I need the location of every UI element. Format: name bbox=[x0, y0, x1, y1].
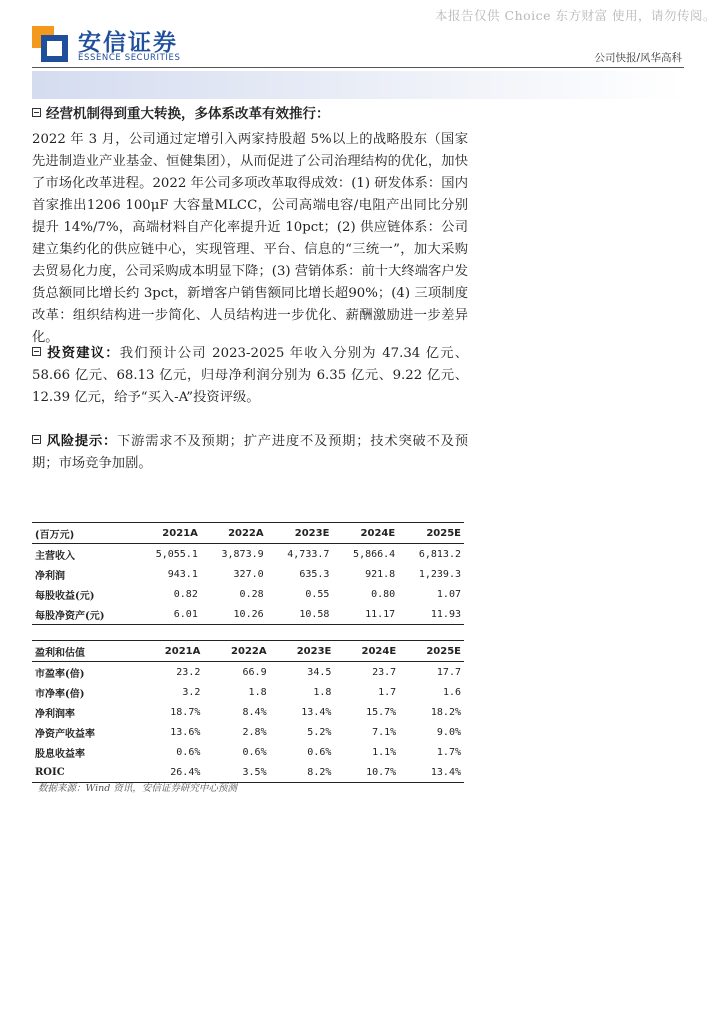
table-cell: 23.7 bbox=[372, 666, 397, 678]
row-label: 市盈率(倍) bbox=[35, 668, 85, 680]
table-header-cell: 2024E bbox=[332, 523, 398, 544]
table-cell: 0.6% bbox=[242, 746, 267, 758]
row-label: 净利润率 bbox=[35, 708, 75, 720]
row-label: 股息收益率 bbox=[35, 748, 85, 760]
table-row bbox=[32, 564, 464, 584]
table-cell: 23.2 bbox=[176, 666, 201, 678]
table-cell: 0.28 bbox=[239, 588, 264, 600]
table-header-cell: 2023E bbox=[267, 523, 333, 544]
company-logo bbox=[32, 24, 212, 66]
row-label: 净资产收益率 bbox=[35, 728, 95, 740]
table-cell: 18.2% bbox=[430, 706, 461, 718]
table-cell: 8.4% bbox=[242, 706, 267, 718]
table-cell: 921.8 bbox=[365, 568, 396, 580]
table-header-row bbox=[32, 641, 464, 662]
table-row bbox=[32, 662, 464, 683]
table-cell: 1.8 bbox=[248, 686, 267, 698]
table-cell: 13.4% bbox=[301, 706, 332, 718]
table-cell: 3.5% bbox=[203, 762, 269, 783]
table-cell: 34.5 bbox=[307, 666, 332, 678]
financial-summary-table bbox=[32, 522, 464, 625]
table-cell: 3.2 bbox=[182, 686, 201, 698]
table-header-cell: 2025E bbox=[399, 641, 464, 662]
header-divider bbox=[32, 67, 684, 68]
watermark-text: 本报告仅供 Choice 东方财富 使用，请勿传阅。 bbox=[435, 8, 716, 23]
logo-english-name: ESSENCE SECURITIES bbox=[78, 53, 181, 63]
table-header-cell: 2025E bbox=[398, 523, 464, 544]
report-type-label: 公司快报/风华高科 bbox=[594, 52, 682, 64]
table-cell: 17.7 bbox=[436, 666, 461, 678]
table-cell: 1.8 bbox=[313, 686, 332, 698]
table-cell: 5,866.4 bbox=[353, 548, 396, 560]
table-cell: 13.4% bbox=[399, 762, 464, 783]
table-header-cell: (百万元) bbox=[32, 523, 135, 544]
table-cell: 943.1 bbox=[167, 568, 198, 580]
row-label: 主营收入 bbox=[35, 550, 75, 562]
square-bullet-icon bbox=[32, 108, 41, 117]
table-row bbox=[32, 604, 464, 625]
table-cell: 6.01 bbox=[135, 604, 201, 625]
table-cell: 1.7% bbox=[436, 746, 461, 758]
table-row bbox=[32, 702, 464, 722]
section-body-reform: 2022 年 3 月，公司通过定增引入两家持股超 5%以上的战略股东（国家先进制造业产业基金、恒健集团），从而促进了公司治理结构的优化，加快了市场化改革进程。2022 年公司多项改革取得成效：(1) 研发体系：国内首家推出1206 100μF 大容量MLCC，公司高端电容/电阻产出同比分别提升 14%/7%，高端材料自产化率提升近 10pct；(2) 供应链体系：公司建立集约化的供应链中心，实现管理、平台、信息的“三统一”，加大采购去贸易化力度，公司采购成本明显下降；(3) 营销体系：前十大终端客户发货总额同比增长约 3pct，新增客户销售额同比增长超90%；(4) 三项制度改革：组织结构进一步简化、人员结构进一步优化、薪酬激励进一步差异化。 bbox=[32, 132, 468, 345]
section-lead-risk: 风险提示： bbox=[46, 434, 118, 449]
table-row bbox=[32, 742, 464, 762]
row-label: 每股净资产(元) bbox=[32, 604, 135, 625]
table-cell: 0.6% bbox=[176, 746, 201, 758]
table-cell: 327.0 bbox=[233, 568, 264, 580]
table-header-row bbox=[32, 523, 464, 544]
table-cell: 0.82 bbox=[173, 588, 198, 600]
table-cell: 10.58 bbox=[267, 604, 333, 625]
section-reform bbox=[32, 103, 468, 349]
table-header-cell: 盈利和估值 bbox=[32, 641, 137, 662]
table-cell: 3,873.9 bbox=[221, 548, 264, 560]
section-risk bbox=[32, 431, 468, 475]
table-cell: 2.8% bbox=[242, 726, 267, 738]
table-cell: 1.6 bbox=[442, 686, 461, 698]
row-label: ROIC bbox=[32, 762, 137, 783]
table-cell: 1.1% bbox=[372, 746, 397, 758]
table-cell: 15.7% bbox=[366, 706, 397, 718]
table-header-cell: 2021A bbox=[137, 641, 203, 662]
table-cell: 13.6% bbox=[170, 726, 201, 738]
table-cell: 6,813.2 bbox=[418, 548, 461, 560]
table-cell: 1.7 bbox=[378, 686, 397, 698]
table-row bbox=[32, 584, 464, 604]
table-cell: 8.2% bbox=[270, 762, 335, 783]
table-row bbox=[32, 544, 464, 565]
table-header-cell: 2023E bbox=[270, 641, 335, 662]
table-cell: 0.80 bbox=[371, 588, 396, 600]
table-row bbox=[32, 722, 464, 742]
section-body-investment: 投资建议：我们预计公司 2023-2025 年收入分别为 47.34 亿元、58.66 亿元、68.13 亿元，归母净利润分别为 6.35 亿元、9.22 亿元、12.39 亿元，给予“买入-A”投资评级。 bbox=[32, 346, 468, 405]
table-cell: 66.9 bbox=[242, 666, 267, 678]
table-cell: 18.7% bbox=[170, 706, 201, 718]
square-bullet-icon bbox=[32, 435, 41, 444]
section-investment-advice bbox=[32, 343, 468, 409]
data-source-note: 数据来源：Wind 资讯，安信证券研究中心预测 bbox=[38, 783, 237, 794]
table-cell: 5.2% bbox=[307, 726, 332, 738]
table-cell: 5,055.1 bbox=[155, 548, 198, 560]
row-label: 每股收益(元) bbox=[35, 590, 95, 602]
table-header-cell: 2022A bbox=[201, 523, 267, 544]
table-cell: 11.93 bbox=[398, 604, 464, 625]
table-cell: 11.17 bbox=[332, 604, 398, 625]
section-title-reform: 经营机制得到重大转换，多体系改革有效推行： bbox=[32, 103, 468, 125]
table-cell: 10.7% bbox=[334, 762, 399, 783]
valuation-table bbox=[32, 640, 464, 783]
table-cell: 0.55 bbox=[305, 588, 330, 600]
table-cell: 1,239.3 bbox=[418, 568, 461, 580]
section-body-risk: 风险提示：下游需求不及预期；扩产进度不及预期；技术突破不及预期；市场竞争加剧。 bbox=[32, 434, 469, 471]
table-row bbox=[32, 682, 464, 702]
row-label: 市净率(倍) bbox=[35, 688, 85, 700]
table-header-cell: 2021A bbox=[135, 523, 201, 544]
table-cell: 635.3 bbox=[299, 568, 330, 580]
table-cell: 26.4% bbox=[137, 762, 203, 783]
table-cell: 4,733.7 bbox=[287, 548, 330, 560]
table-cell: 9.0% bbox=[436, 726, 461, 738]
square-bullet-icon bbox=[32, 347, 41, 356]
row-label: 净利润 bbox=[35, 570, 65, 582]
section-lead-investment: 投资建议： bbox=[46, 346, 120, 361]
logo-chinese-name: 安信证券 bbox=[78, 30, 178, 56]
table-cell: 10.26 bbox=[201, 604, 267, 625]
table-cell: 7.1% bbox=[372, 726, 397, 738]
table-cell: 1.07 bbox=[436, 588, 461, 600]
table-header-cell: 2022A bbox=[203, 641, 269, 662]
header-banner bbox=[32, 71, 684, 99]
table-header-cell: 2024E bbox=[334, 641, 399, 662]
essence-logo-icon bbox=[32, 26, 68, 62]
table-cell: 0.6% bbox=[307, 746, 332, 758]
